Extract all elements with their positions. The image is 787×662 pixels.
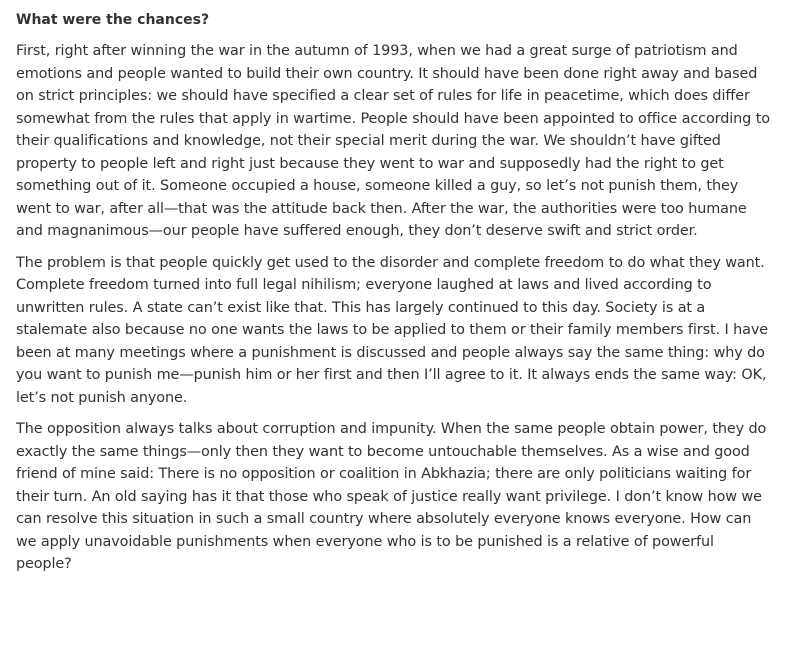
paragraph-1: First, right after winning the war in the autumn of 1993, when we had a great surge of patriotism and emotions and people wanted to build their own country. It should have been done right away and based on strict principles: we should have specified a clear set of rules for life in peacetime, which does differ somewhat from the rules that apply in wartime. People should have been appointed to office according to their qualifications and knowledge, not their special merit during the war. We shouldn’t have gifted property to people left and right just because they went to war and supposedly had the right to get something out of it. Someone occupied a house, someone killed a guy, so let’s not punish them, they went to war, after all—that was the attitude back then. After the war, the authorities were too humane and magnanimous—our people have suffered enough, they don’t deserve swift and strict order.	[16, 43, 770, 239]
paragraph-3: The opposition always talks about corruption and impunity. When the same people obtain power, they do exactly the same things—only then they want to become untouchable themselves. As a wise and good friend of mine said: There is no opposition or coalition in Abkhazia; there are only politicians waiting for their turn. An old saying has it that those who speak of justice really want privilege. I don’t know how we can resolve this situation in such a small country where absolutely everyone knows everyone. How can we apply unavoidable punishments when everyone who is to be punished is a relative of powerful people?	[16, 421, 767, 572]
paragraph-2: The problem is that people quickly get used to the disorder and complete freedom to do what they want. Complete freedom turned into full legal nihilism; everyone laughed at laws and lived according to unwritten rules. A state can’t exist like that. This has largely continued to this day. Society is at a stalemate also because no one wants the laws to be applied to them or their family members first. I have been at many meetings where a punishment is discussed and people always say the same thing: why do you want to punish me—punish him or her first and then I’ll agree to it. It always ends the same way: OK, let’s not punish anyone.	[16, 254, 769, 406]
section-heading: What were the chances?	[16, 12, 210, 28]
